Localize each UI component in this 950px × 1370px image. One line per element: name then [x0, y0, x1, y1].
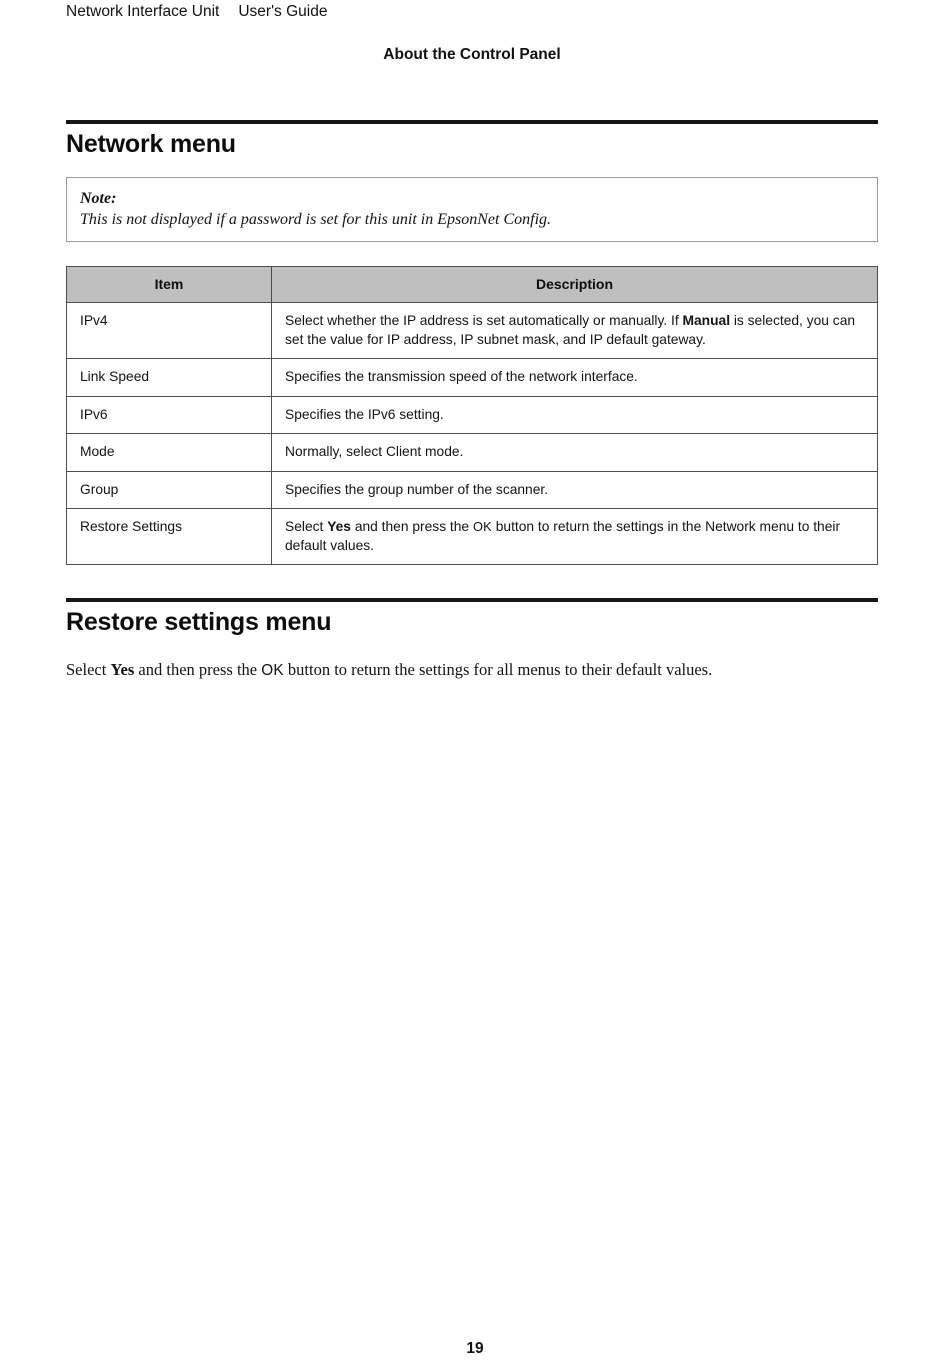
item-cell: Mode	[67, 434, 272, 472]
page-number: 19	[466, 1340, 484, 1357]
text-run: button to return the settings for all menus to their default values.	[283, 660, 713, 679]
table-row	[67, 359, 878, 397]
item-cell: IPv4	[67, 303, 272, 359]
header-product-title: Network Interface Unit	[66, 3, 220, 20]
header-guide-title: User's Guide	[238, 3, 328, 20]
description-cell	[272, 434, 878, 472]
running-head: About the Control Panel	[383, 46, 561, 63]
description-cell	[272, 303, 878, 359]
table-row	[67, 471, 878, 509]
ok-key-run: OK	[472, 519, 492, 534]
text-run: Select whether the IP address is set automatically or manually. If	[285, 313, 683, 328]
text-run: Select	[285, 519, 328, 534]
section-title-restore-settings-menu: Restore settings menu	[66, 608, 332, 636]
text-run: Specifies the transmission speed of the network interface.	[285, 369, 638, 384]
table-row	[67, 396, 878, 434]
text-run: is selected, you can set the value for IP address, IP subnet mask, and IP default gateway.	[285, 313, 856, 347]
note-box	[66, 177, 878, 242]
table-row	[67, 303, 878, 359]
item-cell: IPv6	[67, 396, 272, 434]
section-title-network-menu: Network menu	[66, 130, 236, 158]
table-header-row	[67, 267, 878, 303]
description-cell	[272, 396, 878, 434]
text-run: Specifies the IPv6 setting.	[285, 406, 444, 422]
text-run: and then press the	[134, 660, 262, 679]
note-text: This is not displayed if a password is set for this unit in EpsonNet Config.	[80, 211, 552, 228]
description-cell	[272, 471, 878, 509]
restore-settings-paragraph	[66, 659, 878, 682]
table-body	[67, 303, 878, 565]
network-menu-table	[66, 266, 878, 565]
bold-run: Yes	[327, 519, 351, 534]
item-cell: Group	[67, 471, 272, 509]
text-run: button to return the settings in the Network menu to their default values.	[285, 519, 841, 553]
text-run: Specifies the group number of the scanner.	[285, 481, 549, 497]
table-row	[67, 509, 878, 565]
table-row	[67, 434, 878, 472]
bold-run: Manual	[682, 313, 731, 328]
description-cell	[272, 359, 878, 397]
column-header-item: Item	[67, 267, 272, 303]
item-cell: Restore Settings	[67, 509, 272, 565]
text-run: Select	[66, 660, 111, 679]
note-label: Note:	[80, 190, 117, 207]
page-content	[66, 0, 878, 699]
text-run: and then press the	[350, 519, 473, 534]
column-header-description: Description	[272, 267, 878, 303]
item-cell: Link Speed	[67, 359, 272, 397]
bold-run: Yes	[110, 660, 135, 679]
text-run: Normally, select Client mode.	[285, 444, 464, 459]
ok-key-run: OK	[261, 662, 284, 679]
description-cell	[272, 509, 878, 565]
document-header	[66, 3, 878, 21]
section-divider-rule	[66, 598, 878, 602]
section-divider-rule	[66, 120, 878, 124]
table-head	[67, 267, 878, 303]
